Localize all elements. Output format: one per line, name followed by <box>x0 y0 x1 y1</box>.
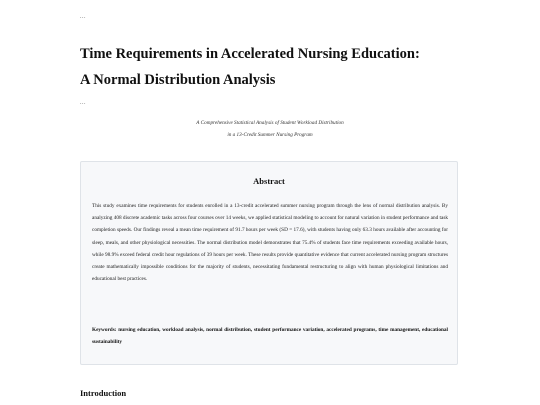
title-line-2: A Normal Distribution Analysis <box>80 72 276 88</box>
subtitle-line-2: in a 13-Credit Summer Nursing Program <box>227 132 313 138</box>
section-heading-introduction: Introduction <box>80 388 127 398</box>
title-line-1: Time Requirements in Accelerated Nursing Education: <box>80 46 420 62</box>
abstract-box <box>80 161 458 365</box>
subtitle-line-1: A Comprehensive Statistical Analysis of Student Workload Distribution <box>196 120 344 126</box>
abstract-heading: Abstract <box>253 176 285 186</box>
mid-ellipsis: ... <box>80 100 86 106</box>
top-ellipsis: ... <box>80 14 86 20</box>
abstract-body: This study examines time requirements for students enrolled in a 13-credit accelerated summer nursing program through the lens of normal distribution analysis. By analyzing 408 discrete academic tasks across four courses over 14 weeks, we applied statistical modeling to account for natural variation in student performance and task completion speeds. Our findings reveal a mean time requirement of 91.7 hours per week (SD = 17.6), with students having only 63.3 hours available after accounting for sleep, meals, and other physiological necessities. The normal distribution model demonstrates that 75.4% of students face time requirements exceeding available hours, while 98.9% exceed federal credit hour regulations of 39 hours per week. These results provide quantitative evidence that current accelerated nursing program structures create mathematically impossible conditions for the majority of students, necessitating fundamental restructuring to align with human physiological limitations and educational best practices. <box>92 203 448 283</box>
keywords: Keywords: nursing education, workload analysis, normal distribution, student performance variation, accelerated programs, time management, educational sustainability <box>92 327 448 346</box>
